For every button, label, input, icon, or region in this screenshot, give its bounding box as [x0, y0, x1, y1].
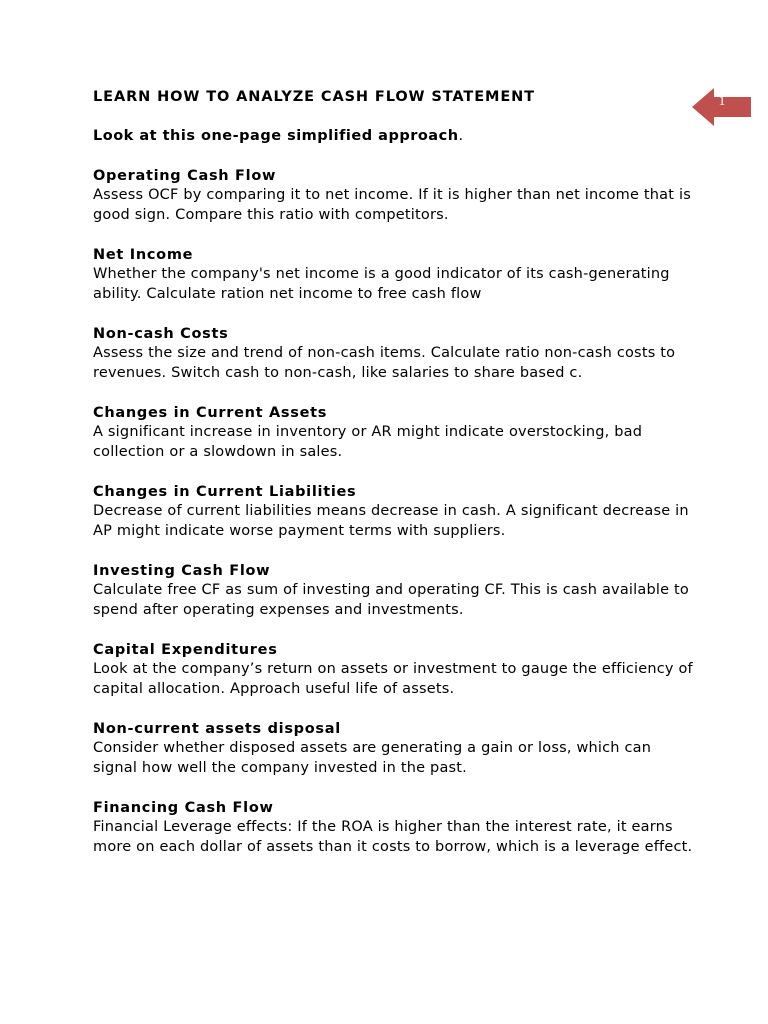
section-body: Decrease of current liabilities means decrease in cash. A significant decrease in AP might indicate worse payment terms with suppliers.	[93, 503, 689, 539]
section-heading: Non-current assets disposal	[93, 721, 341, 737]
section-body: Consider whether disposed assets are generating a gain or loss, which can signal how well the company invested in the past.	[93, 740, 652, 776]
section-investing-cash-flow	[93, 561, 693, 620]
section-body: Assess OCF by comparing it to net income. If it is higher than net income that is good sign. Compare this ratio with competitors.	[93, 187, 691, 223]
section-net-income	[93, 245, 693, 304]
section-heading: Capital Expenditures	[93, 642, 278, 658]
section-operating-cash-flow	[93, 166, 693, 225]
section-capital-expenditures	[93, 640, 693, 699]
section-heading: Operating Cash Flow	[93, 168, 277, 184]
section-heading: Changes in Current Assets	[93, 405, 328, 421]
section-heading: Changes in Current Liabilities	[93, 484, 357, 500]
section-body: Assess the size and trend of non-cash items. Calculate ratio non-cash costs to revenues. Switch cash to non-cash, like salaries to share based c.	[93, 345, 676, 381]
section-body: Whether the company's net income is a good indicator of its cash-generating ability. Calculate ration net income to free cash flow	[93, 266, 670, 302]
section-heading: Financing Cash Flow	[93, 800, 274, 816]
document-subtitle-text: Look at this one-page simplified approach	[93, 128, 459, 144]
section-changes-current-liabilities	[93, 482, 693, 541]
section-heading: Non-cash Costs	[93, 326, 229, 342]
section-non-cash-costs	[93, 324, 693, 383]
page-number: 1	[718, 94, 726, 109]
section-financing-cash-flow	[93, 798, 693, 857]
document-subtitle	[93, 126, 693, 146]
document-title: LEARN HOW TO ANALYZE CASH FLOW STATEMENT	[93, 89, 535, 105]
section-body: A significant increase in inventory or AR might indicate overstocking, bad collection or a slowdown in sales.	[93, 424, 643, 460]
section-non-current-assets-disposal	[93, 719, 693, 778]
section-body: Financial Leverage effects: If the ROA is higher than the interest rate, it earns more on each dollar of assets than it costs to borrow, which is a leverage effect.	[93, 819, 693, 855]
section-heading: Net Income	[93, 247, 194, 263]
section-body: Calculate free CF as sum of investing and operating CF. This is cash available to spend after operating expenses and investments.	[93, 582, 689, 618]
section-changes-current-assets	[93, 403, 693, 462]
section-heading: Investing Cash Flow	[93, 563, 271, 579]
page-number-badge	[692, 88, 752, 126]
document-body	[93, 87, 693, 857]
section-body: Look at the company’s return on assets or investment to gauge the efficiency of capital allocation. Approach useful life of assets.	[93, 661, 693, 697]
document-subtitle-punctuation: .	[458, 128, 464, 144]
